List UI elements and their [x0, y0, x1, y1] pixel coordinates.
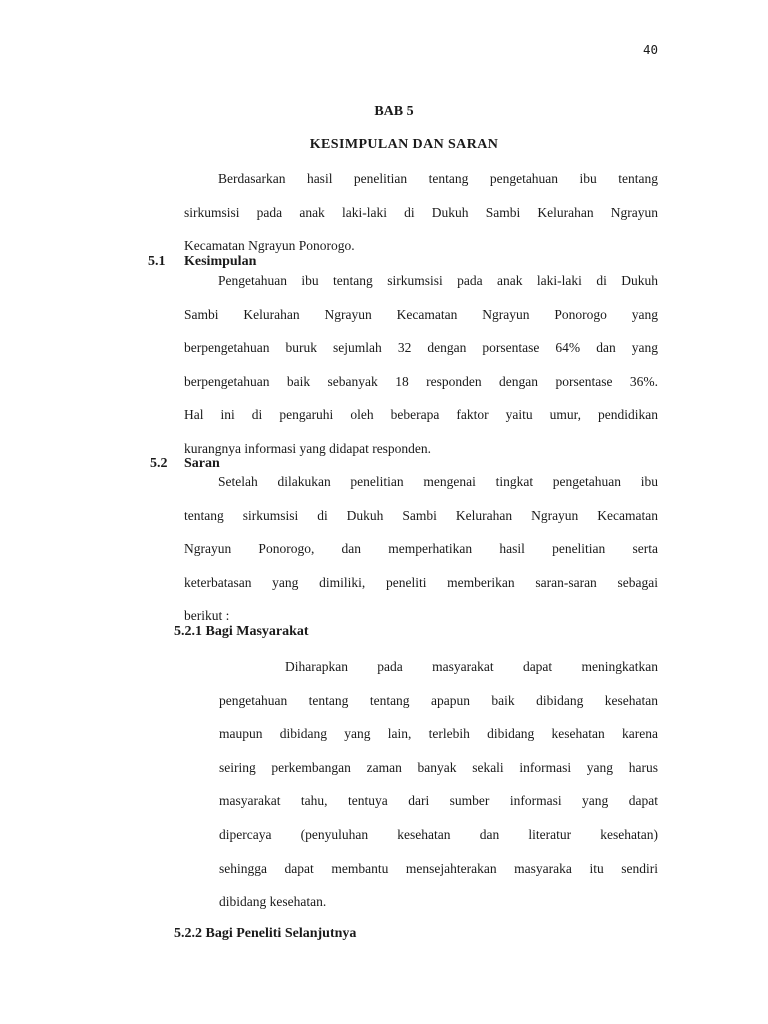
section-title: Kesimpulan	[184, 254, 257, 269]
text-line: dibidang kesehatan.	[219, 894, 327, 910]
text-line: tentang sirkumsisi di Dukuh Sambi Kelurahan Ngrayun Kecamatan	[184, 507, 658, 523]
saran-paragraph	[184, 465, 658, 633]
intro-paragraph	[184, 162, 658, 263]
page-number: 40	[642, 42, 658, 57]
text-line: seiring perkembangan zaman banyak sekali informasi yang harus	[219, 759, 658, 775]
text-line: berikut :	[184, 608, 230, 624]
text-line: pengetahuan tentang tentang apapun baik dibidang kesehatan	[219, 692, 658, 708]
kesimpulan-paragraph	[184, 264, 658, 466]
text-line: masyarakat tahu, tentuya dari sumber informasi yang dapat	[219, 793, 658, 809]
subsection-heading-peneliti: 5.2.2 Bagi Peneliti Selanjutnya	[174, 926, 357, 941]
text-line: berpengetahuan buruk sejumlah 32 dengan porsentase 64% dan yang	[184, 340, 658, 356]
text-line: sehingga dapat membantu mensejahterakan masyaraka itu sendiri	[219, 860, 658, 876]
subsection-heading-masyarakat: 5.2.1 Bagi Masyarakat	[174, 624, 309, 639]
section-number: 5.1	[148, 254, 166, 269]
text-line: Berdasarkan hasil penelitian tentang pengetahuan ibu tentang	[218, 171, 658, 186]
text-line: keterbatasan yang dimiliki, peneliti memberikan saran-saran sebagai	[184, 574, 658, 590]
text-line: sirkumsisi pada anak laki-laki di Dukuh Sambi Kelurahan Ngrayun	[184, 204, 658, 220]
text-line: Diharapkan pada masyarakat dapat meningkatkan	[285, 659, 658, 674]
chapter-title: KESIMPULAN DAN SARAN	[309, 137, 499, 152]
text-line: Hal ini di pengaruhi oleh beberapa faktor yaitu umur, pendidikan	[184, 407, 658, 423]
text-line: dipercaya (penyuluhan kesehatan dan literatur kesehatan)	[219, 826, 658, 842]
masyarakat-paragraph	[219, 650, 658, 919]
text-line: Sambi Kelurahan Ngrayun Kecamatan Ngrayun Ponorogo yang	[184, 306, 658, 322]
text-line: Setelah dilakukan penelitian mengenai tingkat pengetahuan ibu	[218, 474, 658, 489]
text-line: Ngrayun Ponorogo, dan memperhatikan hasil penelitian serta	[184, 541, 658, 557]
chapter-label: BAB 5	[374, 104, 414, 119]
section-number: 5.2	[150, 456, 168, 471]
text-line: kurangnya informasi yang didapat responden.	[184, 440, 432, 456]
text-line: Kecamatan Ngrayun Ponorogo.	[184, 238, 355, 254]
section-title: Saran	[184, 456, 220, 471]
text-line: berpengetahuan baik sebanyak 18 responden dengan porsentase 36%.	[184, 373, 658, 389]
text-line: maupun dibidang yang lain, terlebih dibidang kesehatan karena	[219, 726, 658, 742]
text-line: Pengetahuan ibu tentang sirkumsisi pada anak laki-laki di Dukuh	[218, 273, 658, 288]
